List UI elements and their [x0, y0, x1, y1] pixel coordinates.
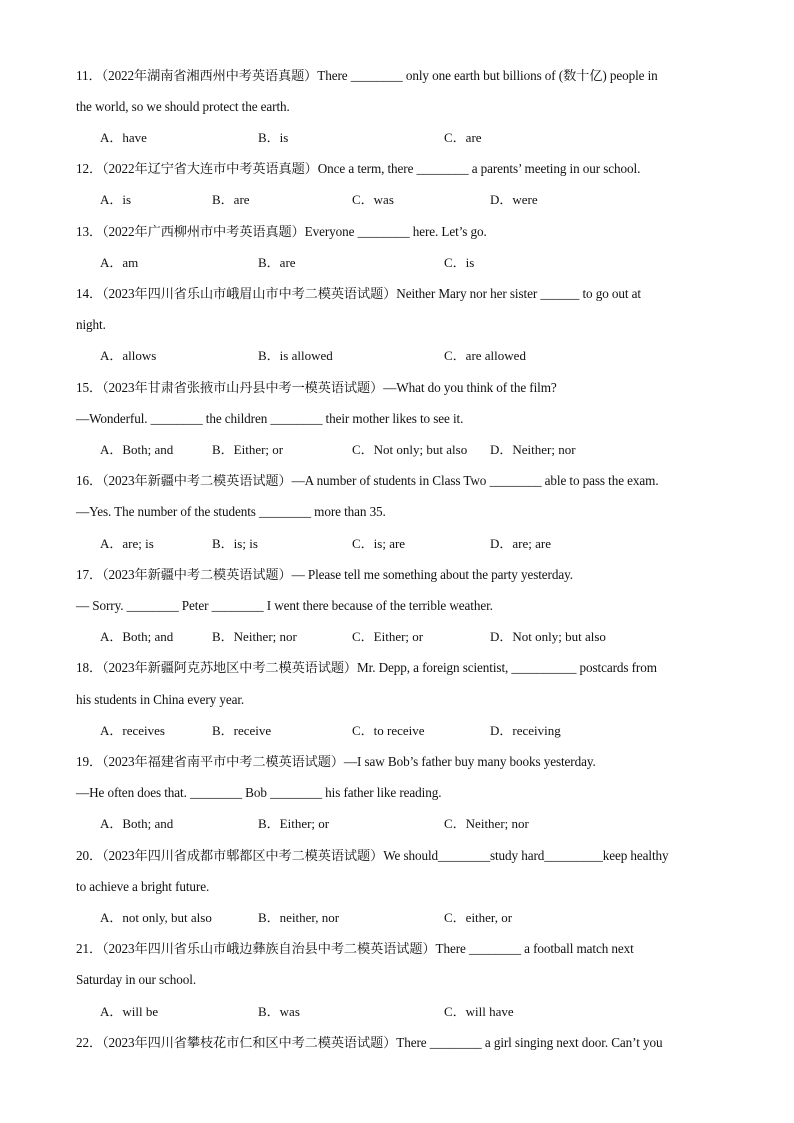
option-a: A．will be	[100, 1004, 159, 1019]
question-14-line-2: night.	[76, 317, 106, 332]
question-19-line-1: 19．（2023年福建省南平市中考二模英语试题）—I saw Bob’s father buy many books yesterday.	[76, 754, 596, 769]
option-c: C．Neither; nor	[444, 816, 529, 831]
option-a: A．receives	[100, 723, 165, 738]
option-d: D．were	[490, 192, 538, 207]
option-b: B．Either; or	[212, 442, 284, 457]
question-11-line-1: 11．（2022年湖南省湘西州中考英语真题）There ________ only one earth but billions of (数十亿) people in	[76, 68, 658, 83]
option-b: B．receive	[212, 723, 272, 738]
option-b: B．are	[212, 192, 250, 207]
question-20-line-1: 20．（2023年四川省成都市郫都区中考二模英语试题）We should________study hard_________keep healthy	[76, 848, 669, 863]
option-c: C．either, or	[444, 910, 513, 925]
option-b: B．are	[258, 255, 296, 270]
question-18-line-2: his students in China every year.	[76, 692, 245, 707]
option-d: D．Neither; nor	[490, 442, 576, 457]
question-17-line-1: 17．（2023年新疆中考二模英语试题）— Please tell me something about the party yesterday.	[76, 567, 573, 582]
question-19-line-2: —He often does that. ________ Bob ________ his father like reading.	[76, 785, 442, 800]
option-a: A．allows	[100, 348, 157, 363]
option-c: C．Either; or	[352, 629, 424, 644]
option-d: D．receiving	[490, 723, 561, 738]
question-16-line-2: —Yes. The number of the students ________ more than 35.	[76, 504, 386, 519]
option-a: A．Both; and	[100, 816, 174, 831]
option-d: D．are; are	[490, 536, 551, 551]
question-22-line-1: 22．（2023年四川省攀枝花市仁和区中考二模英语试题）There ________ a girl singing next door. Can’t you	[76, 1035, 663, 1050]
option-a: A．have	[100, 130, 147, 145]
question-20-line-2: to achieve a bright future.	[76, 879, 210, 894]
option-c: C．is; are	[352, 536, 406, 551]
option-b: B．Neither; nor	[212, 629, 297, 644]
option-c: C．are allowed	[444, 348, 526, 363]
question-13-line-1: 13．（2022年广西柳州市中考英语真题）Everyone ________ here. Let’s go.	[76, 224, 487, 239]
option-a: A．Both; and	[100, 442, 174, 457]
option-a: A．is	[100, 192, 132, 207]
question-15-line-1: 15．（2023年甘肃省张掖市山丹县中考一模英语试题）—What do you think of the film?	[76, 380, 557, 395]
option-c: C．is	[444, 255, 475, 270]
option-c: C．was	[352, 192, 394, 207]
option-a: A．are; is	[100, 536, 154, 551]
option-c: C．Not only; but also	[352, 442, 468, 457]
option-a: A．am	[100, 255, 139, 270]
question-18-line-1: 18．（2023年新疆阿克苏地区中考二模英语试题）Mr. Depp, a foreign scientist, __________ postcards from	[76, 660, 657, 675]
question-12-line-1: 12．（2022年辽宁省大连市中考英语真题）Once a term, there ________ a parents’ meeting in our school.	[76, 161, 641, 176]
option-b: B．is allowed	[258, 348, 333, 363]
question-14-line-1: 14．（2023年四川省乐山市峨眉山市中考二模英语试题）Neither Mary nor her sister ______ to go out at	[76, 286, 641, 301]
question-21-line-2: Saturday in our school.	[76, 972, 197, 987]
option-c: C．will have	[444, 1004, 514, 1019]
option-b: B．is; is	[212, 536, 258, 551]
option-b: B．is	[258, 130, 289, 145]
option-c: C．are	[444, 130, 482, 145]
option-a: A．not only, but also	[100, 910, 212, 925]
option-b: B．was	[258, 1004, 300, 1019]
option-a: A．Both; and	[100, 629, 174, 644]
question-11-line-2: the world, so we should protect the earth.	[76, 99, 290, 114]
question-16-line-1: 16．（2023年新疆中考二模英语试题）—A number of students in Class Two ________ able to pass the exam.	[76, 473, 659, 488]
option-c: C．to receive	[352, 723, 425, 738]
option-b: B．Either; or	[258, 816, 330, 831]
option-b: B．neither, nor	[258, 910, 340, 925]
question-15-line-2: —Wonderful. ________ the children ________ their mother likes to see it.	[76, 411, 464, 426]
question-17-line-2: — Sorry. ________ Peter ________ I went there because of the terrible weather.	[76, 598, 493, 613]
option-d: D．Not only; but also	[490, 629, 606, 644]
question-21-line-1: 21．（2023年四川省乐山市峨边彝族自治县中考二模英语试题）There ________ a football match next	[76, 941, 634, 956]
